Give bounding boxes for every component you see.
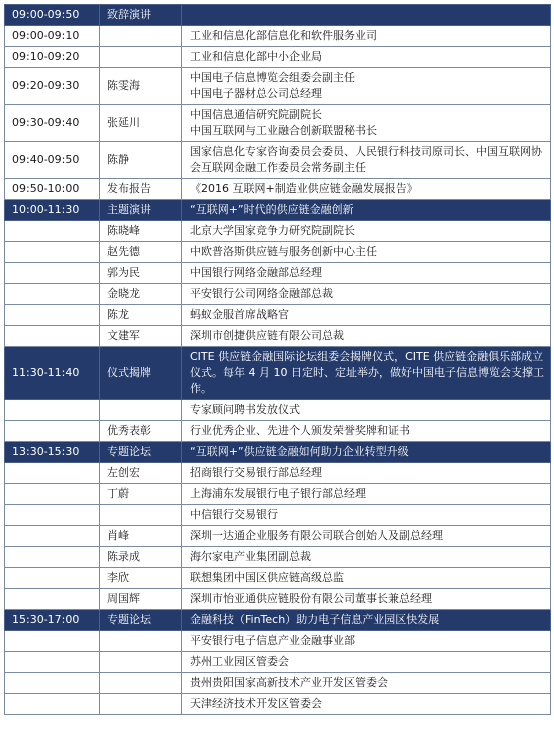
description-cell: [182, 5, 551, 26]
section-header-row: [5, 610, 551, 631]
description-line: “互联网+”时代的供应链金融创新: [190, 203, 354, 216]
speaker-cell: 郭为民: [100, 263, 182, 284]
speaker-cell: 陈雯海: [100, 68, 182, 105]
description-cell: [182, 400, 551, 421]
description-cell: [182, 200, 551, 221]
speaker-cell: 致辞演讲: [100, 5, 182, 26]
agenda-row: [5, 68, 551, 105]
time-cell: [5, 463, 100, 484]
time-cell: 09:20-09:30: [5, 68, 100, 105]
agenda-row: [5, 526, 551, 547]
description-cell: [182, 179, 551, 200]
speaker-cell: 金晓龙: [100, 284, 182, 305]
agenda-row: [5, 568, 551, 589]
description-line: 联想集团中国区供应链高级总监: [190, 571, 344, 584]
description-line: 国家信息化专家咨询委员会委员、人民银行科技司原司长、中国互联网协会互联网金融工作委员会常务副主任: [190, 145, 542, 174]
time-cell: [5, 631, 100, 652]
description-cell: [182, 263, 551, 284]
time-cell: [5, 242, 100, 263]
agenda-row: [5, 463, 551, 484]
speaker-cell: 陈龙: [100, 305, 182, 326]
speaker-cell: 专题论坛: [100, 442, 182, 463]
time-cell: [5, 694, 100, 715]
description-cell: [182, 694, 551, 715]
time-cell: [5, 221, 100, 242]
section-header-row: [5, 442, 551, 463]
description-line: 深圳市创捷供应链有限公司总裁: [190, 329, 344, 342]
agenda-body: [5, 5, 551, 715]
time-cell: 09:10-09:20: [5, 47, 100, 68]
description-cell: [182, 463, 551, 484]
description-line: 中国互联网与工业融合创新联盟秘书长: [190, 124, 377, 137]
description-cell: [182, 589, 551, 610]
description-line: 海尔家电产业集团副总裁: [190, 550, 311, 563]
description-line: CITE 供应链金融国际论坛组委会揭牌仪式，CITE 供应链金融俱乐部成立仪式。每年 4 月 10 日定时、定址举办，做好中国电子信息博览会支撑工作。: [190, 350, 544, 395]
time-cell: 09:00-09:10: [5, 26, 100, 47]
description-line: 中信银行交易银行: [190, 508, 278, 521]
description-line: 招商银行交易银行部总经理: [190, 466, 322, 479]
description-line: 工业和信息化部信息化和软件服务业司: [190, 29, 377, 42]
description-line: 中国电子器材总公司总经理: [190, 87, 322, 100]
agenda-row: [5, 263, 551, 284]
speaker-cell: [100, 631, 182, 652]
time-cell: 09:50-10:00: [5, 179, 100, 200]
time-cell: [5, 400, 100, 421]
speaker-cell: 陈录成: [100, 547, 182, 568]
description-cell: [182, 442, 551, 463]
section-header-row: [5, 5, 551, 26]
description-cell: [182, 142, 551, 179]
description-line: 行业优秀企业、先进个人颁发荣誉奖牌和证书: [190, 424, 410, 437]
description-line: 中国信息通信研究院副院长: [190, 108, 322, 121]
agenda-row: [5, 326, 551, 347]
agenda-table: [4, 4, 551, 715]
time-cell: [5, 421, 100, 442]
description-cell: [182, 68, 551, 105]
time-cell: 10:00-11:30: [5, 200, 100, 221]
description-line: 平安银行公司网络金融部总裁: [190, 287, 333, 300]
description-line: “互联网+”供应链金融如何助力企业转型升级: [190, 445, 409, 458]
description-cell: [182, 242, 551, 263]
description-line: 中欧普洛斯供应链与服务创新中心主任: [190, 245, 377, 258]
description-line: 深圳一达通企业服务有限公司联合创始人及副总经理: [190, 529, 443, 542]
agenda-row: [5, 400, 551, 421]
description-line: 金融科技（FinTech）助力电子信息产业园区快发展: [190, 613, 440, 626]
time-cell: [5, 305, 100, 326]
description-cell: [182, 568, 551, 589]
agenda-row: [5, 105, 551, 142]
time-cell: 13:30-15:30: [5, 442, 100, 463]
description-cell: [182, 421, 551, 442]
description-line: 中国电子信息博览会组委会副主任: [190, 71, 355, 84]
description-cell: [182, 305, 551, 326]
time-cell: 09:30-09:40: [5, 105, 100, 142]
speaker-cell: 丁蔚: [100, 484, 182, 505]
section-header-row: [5, 347, 551, 400]
description-cell: [182, 610, 551, 631]
description-line: 《2016 互联网+制造业供应链金融发展报告》: [190, 182, 418, 195]
section-header-row: [5, 200, 551, 221]
time-cell: [5, 568, 100, 589]
speaker-cell: [100, 652, 182, 673]
speaker-cell: [100, 26, 182, 47]
description-cell: [182, 673, 551, 694]
time-cell: [5, 589, 100, 610]
agenda-row: [5, 589, 551, 610]
agenda-row: [5, 673, 551, 694]
time-cell: [5, 673, 100, 694]
description-cell: [182, 347, 551, 400]
description-line: 工业和信息化部中小企业局: [190, 50, 322, 63]
description-cell: [182, 547, 551, 568]
speaker-cell: 陈静: [100, 142, 182, 179]
agenda-row: [5, 221, 551, 242]
agenda-row: [5, 142, 551, 179]
speaker-cell: 专题论坛: [100, 610, 182, 631]
description-cell: [182, 26, 551, 47]
time-cell: 09:00-09:50: [5, 5, 100, 26]
description-cell: [182, 284, 551, 305]
agenda-row: [5, 179, 551, 200]
speaker-cell: [100, 673, 182, 694]
agenda-row: [5, 547, 551, 568]
speaker-cell: 优秀表彰: [100, 421, 182, 442]
speaker-cell: 赵先德: [100, 242, 182, 263]
description-cell: [182, 326, 551, 347]
time-cell: [5, 326, 100, 347]
description-cell: [182, 505, 551, 526]
description-line: 平安银行电子信息产业金融事业部: [190, 634, 355, 647]
time-cell: [5, 284, 100, 305]
speaker-cell: 左创宏: [100, 463, 182, 484]
description-cell: [182, 105, 551, 142]
agenda-row: [5, 652, 551, 673]
speaker-cell: 发布报告: [100, 179, 182, 200]
agenda-row: [5, 694, 551, 715]
speaker-cell: 仪式揭牌: [100, 347, 182, 400]
time-cell: [5, 526, 100, 547]
agenda-row: [5, 421, 551, 442]
description-line: 北京大学国家竞争力研究院副院长: [190, 224, 355, 237]
description-line: 天津经济技术开发区管委会: [190, 697, 322, 710]
description-line: 贵州贵阳国家高新技术产业开发区管委会: [190, 676, 388, 689]
speaker-cell: 周国辉: [100, 589, 182, 610]
time-cell: [5, 505, 100, 526]
description-line: 蚂蚁金服首席战略官: [190, 308, 289, 321]
speaker-cell: 肖峰: [100, 526, 182, 547]
description-line: 苏州工业园区管委会: [190, 655, 289, 668]
time-cell: 15:30-17:00: [5, 610, 100, 631]
agenda-row: [5, 305, 551, 326]
description-cell: [182, 652, 551, 673]
speaker-cell: 陈晓峰: [100, 221, 182, 242]
agenda-row: [5, 26, 551, 47]
agenda-row: [5, 47, 551, 68]
speaker-cell: [100, 505, 182, 526]
time-cell: 09:40-09:50: [5, 142, 100, 179]
speaker-cell: [100, 694, 182, 715]
description-line: 专家顾问聘书发放仪式: [190, 403, 300, 416]
speaker-cell: 主题演讲: [100, 200, 182, 221]
time-cell: [5, 484, 100, 505]
description-line: 中国银行网络金融部总经理: [190, 266, 322, 279]
time-cell: 11:30-11:40: [5, 347, 100, 400]
time-cell: [5, 263, 100, 284]
description-cell: [182, 484, 551, 505]
speaker-cell: [100, 400, 182, 421]
description-cell: [182, 631, 551, 652]
agenda-row: [5, 242, 551, 263]
description-line: 深圳市怡亚通供应链股份有限公司董事长兼总经理: [190, 592, 432, 605]
description-cell: [182, 526, 551, 547]
speaker-cell: 文建军: [100, 326, 182, 347]
description-line: 上海浦东发展银行电子银行部总经理: [190, 487, 366, 500]
description-cell: [182, 221, 551, 242]
agenda-row: [5, 484, 551, 505]
agenda-row: [5, 505, 551, 526]
agenda-row: [5, 284, 551, 305]
description-cell: [182, 47, 551, 68]
speaker-cell: 张延川: [100, 105, 182, 142]
speaker-cell: 李欣: [100, 568, 182, 589]
agenda-row: [5, 631, 551, 652]
speaker-cell: [100, 47, 182, 68]
time-cell: [5, 547, 100, 568]
time-cell: [5, 652, 100, 673]
